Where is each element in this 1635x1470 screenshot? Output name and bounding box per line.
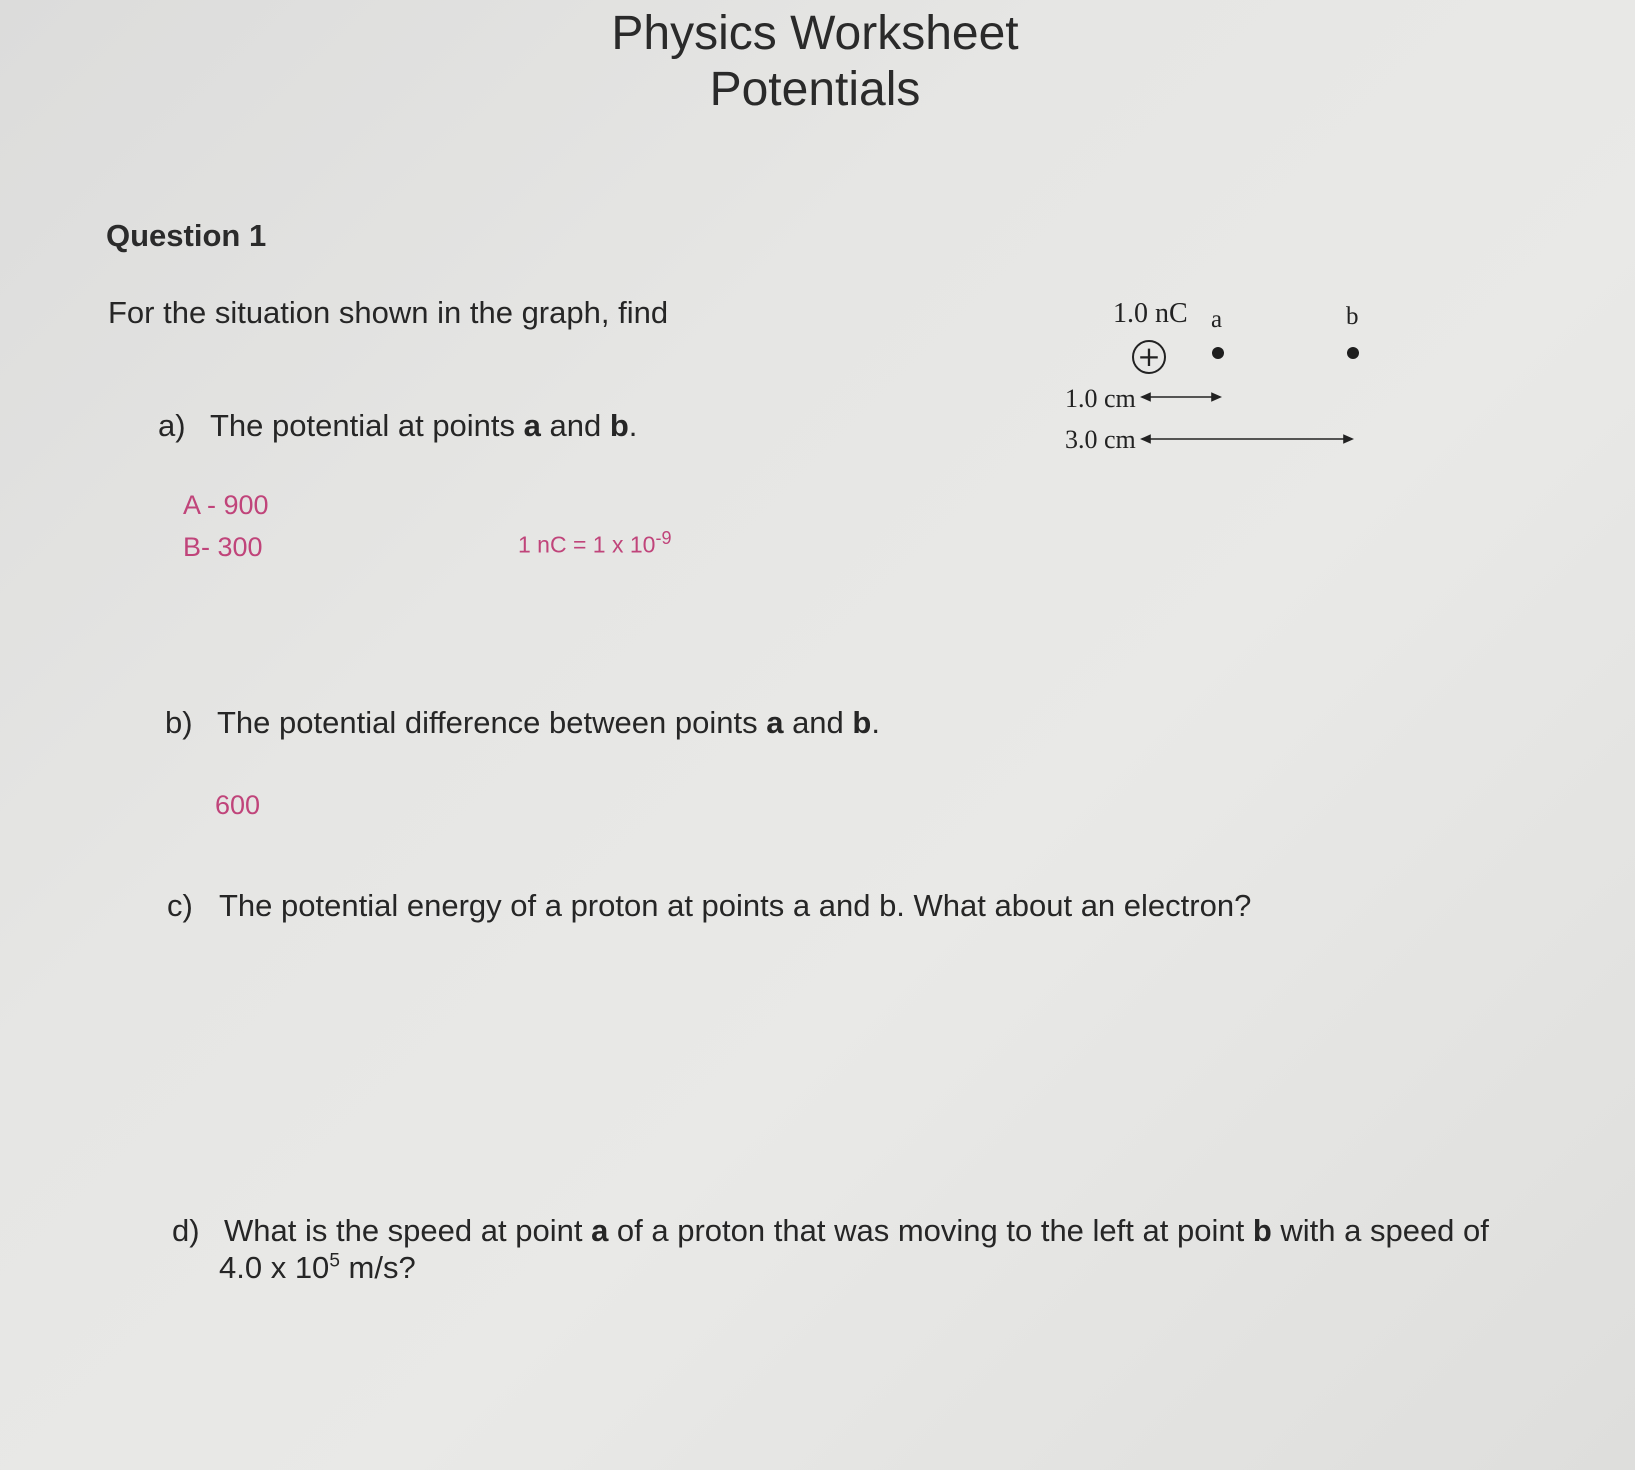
- worksheet-title: Physics Worksheet: [611, 7, 1019, 60]
- unit-note: 1 nC = 1 x $10^{-9}$: [518, 528, 672, 558]
- part-c: c) The potential energy of a proton at points a and b. What about an electron?: [167, 888, 1252, 923]
- answer-a-point-a: A - 900: [183, 490, 269, 520]
- charge-label: 1.0 nC: [1113, 298, 1188, 329]
- answer-a-point-b: B- 300: [183, 532, 263, 562]
- question-intro: For the situation shown in the graph, find: [108, 295, 669, 330]
- part-b: b) The potential difference between points a and b.: [165, 705, 880, 740]
- point-b-label: b: [1346, 303, 1359, 330]
- point-a-dot: [1212, 347, 1224, 359]
- positive-charge-icon: +: [1132, 340, 1166, 374]
- distance-b-label: 3.0 cm: [1065, 425, 1136, 454]
- part-d-line2: 4.0 x $10^5$ m/s?: [219, 1250, 416, 1285]
- part-b-label: b): [165, 705, 193, 740]
- point-a-label: a: [1211, 306, 1223, 333]
- arrow-b: [1142, 436, 1352, 443]
- part-a: a) The potential at points a and b.: [158, 408, 638, 443]
- worksheet-subtitle: Potentials: [709, 63, 921, 116]
- part-d: d) What is the speed at point a of a proton that was moving to the left at point b with a speed of: [172, 1213, 1489, 1248]
- part-c-label: c): [167, 888, 193, 923]
- arrow-a: [1142, 394, 1220, 401]
- distance-arrows: [1140, 385, 1380, 445]
- part-a-label: a): [158, 408, 186, 443]
- answer-b: 600: [215, 790, 261, 820]
- part-d-label: d): [172, 1213, 200, 1248]
- distance-a-label: 1.0 cm: [1065, 384, 1136, 413]
- question-heading: Question 1: [106, 218, 267, 253]
- point-b-dot: [1347, 347, 1359, 359]
